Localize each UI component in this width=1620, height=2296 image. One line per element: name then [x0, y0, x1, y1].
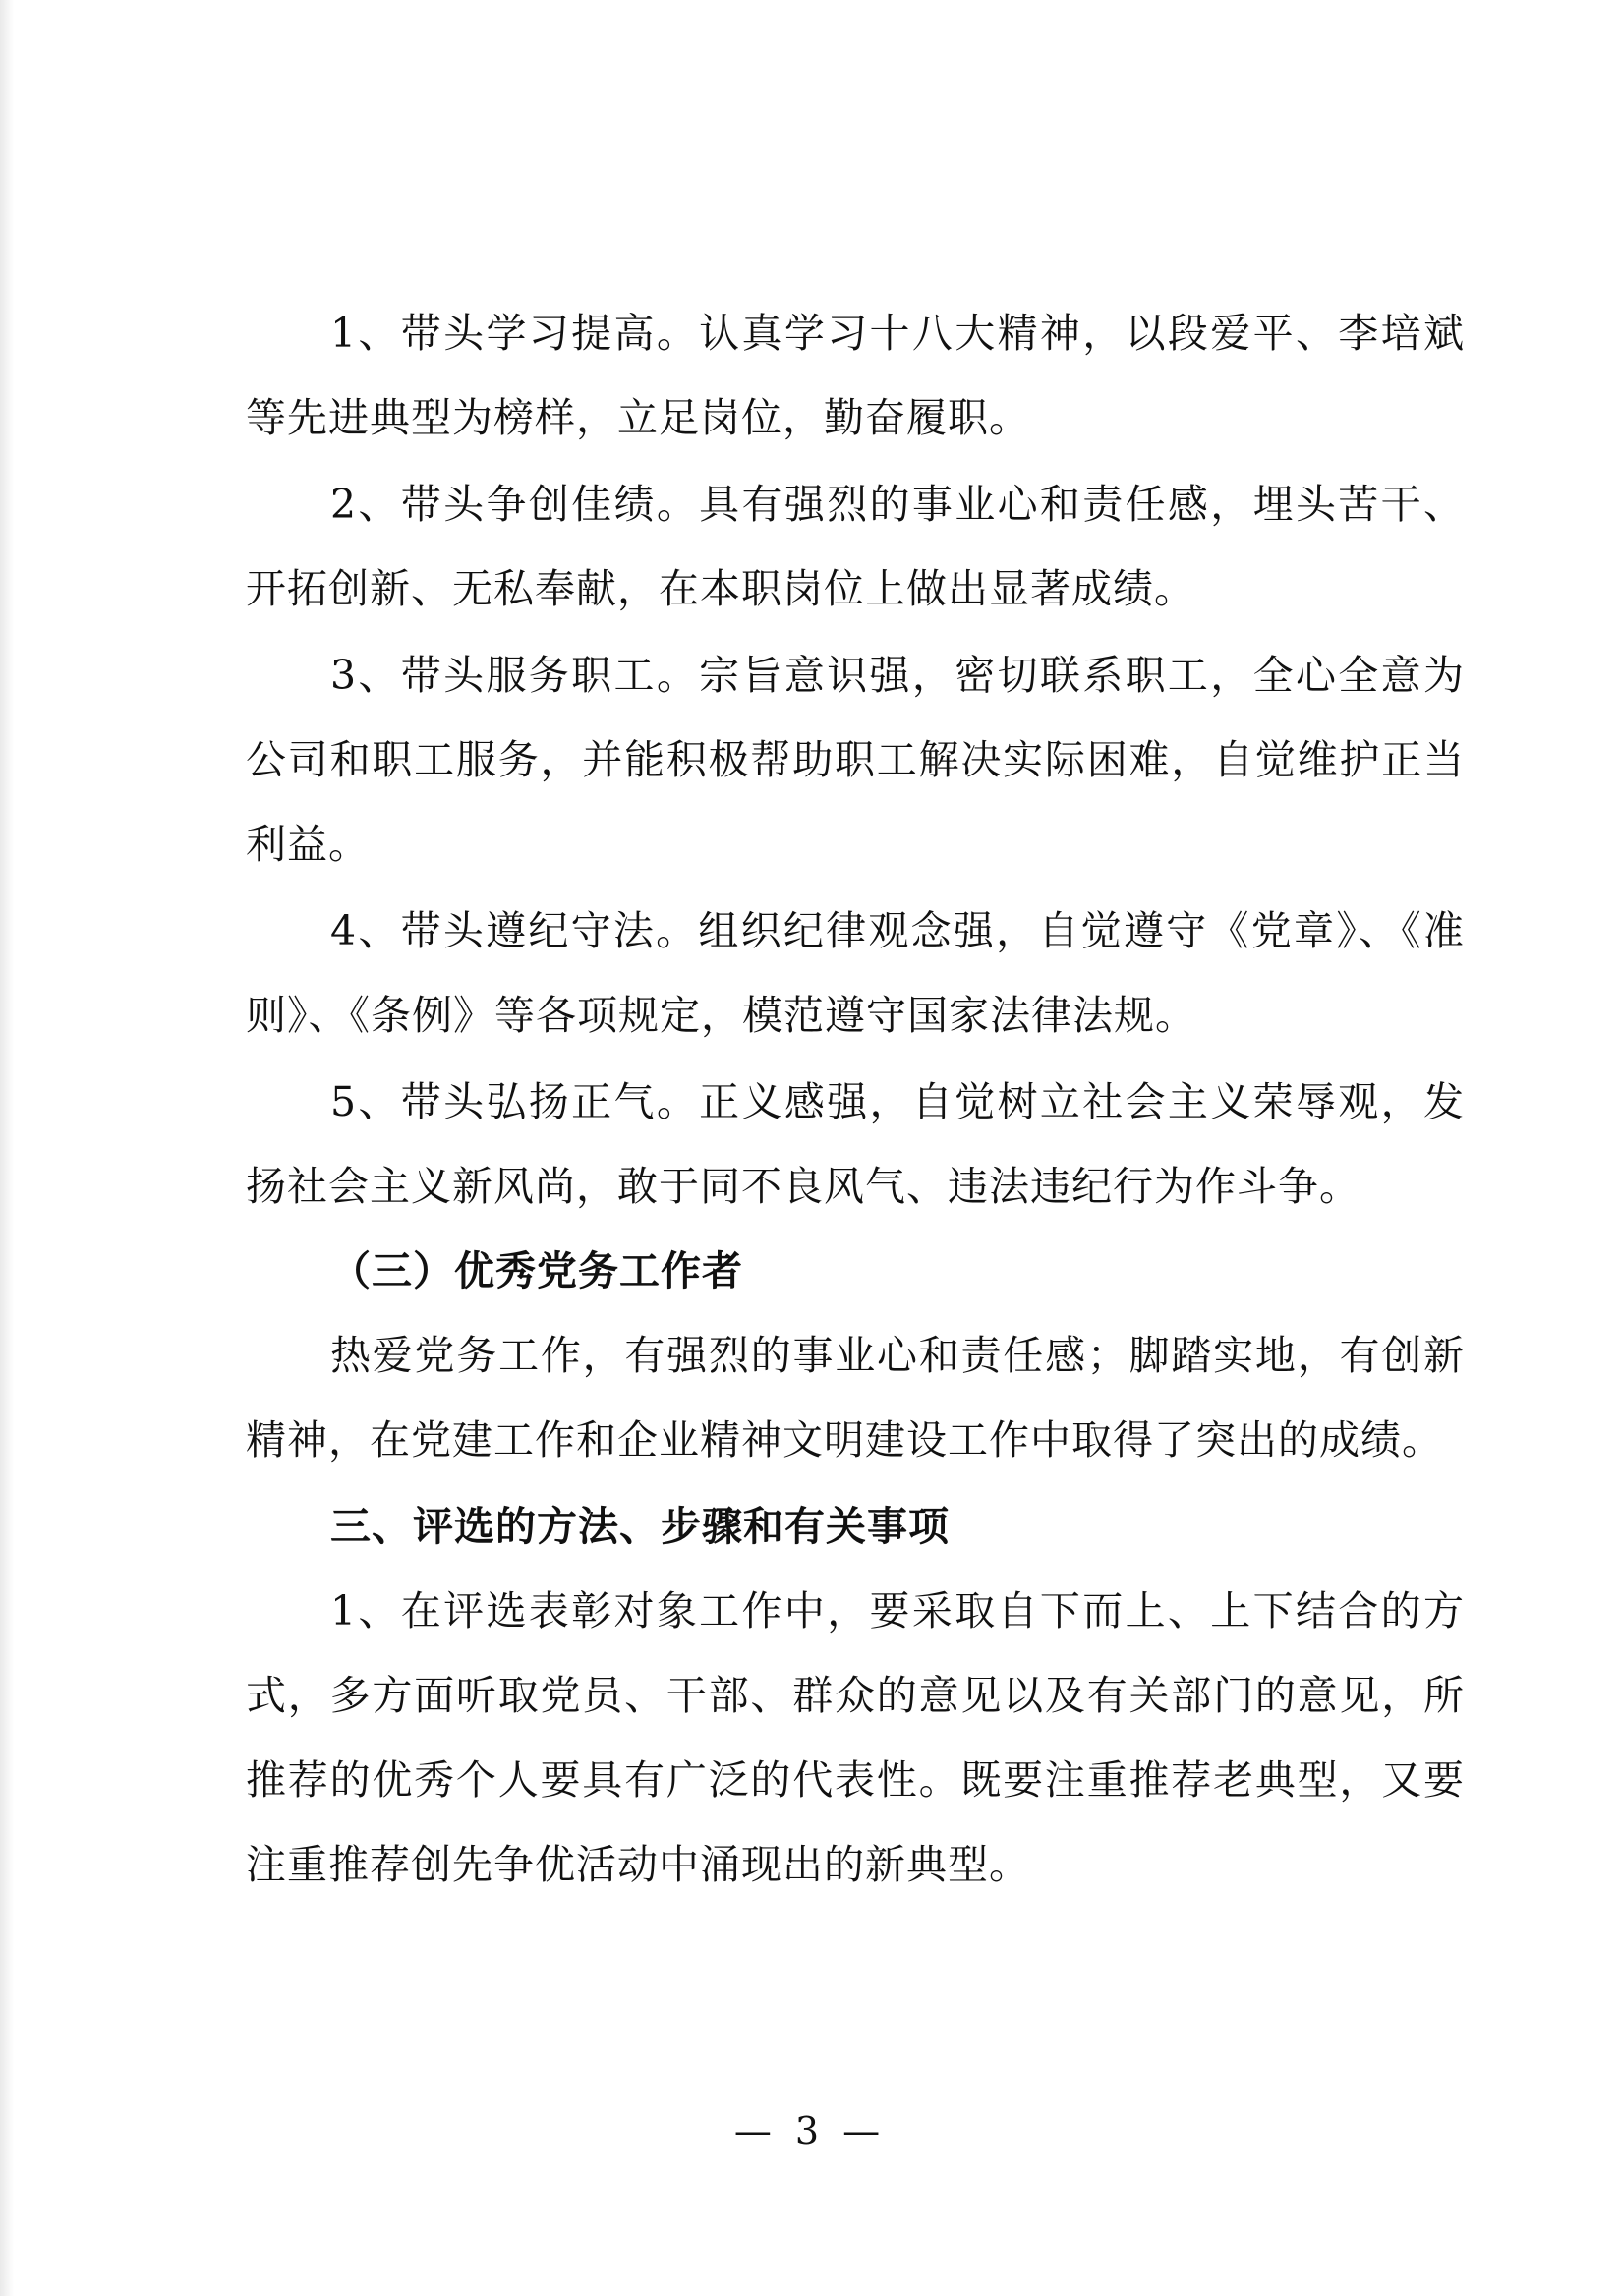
- section-heading-methods: 三、评选的方法、步骤和有关事项: [330, 1503, 950, 1550]
- subheading-excellent-party-worker: （三）优秀党务工作者: [330, 1247, 743, 1294]
- page-number: — 3 —: [733, 2109, 887, 2152]
- scan-edge-shadow: [0, 0, 14, 2296]
- paragraph-party-worker-criteria: 热爱党务工作，有强烈的事业心和责任感；脚踏实地，有创新精神，在党建工作和企业精神文明建设工作中取得了突出的成绩。: [246, 1332, 1465, 1464]
- paragraph-lead-integrity: 5、带头弘扬正气。正义感强，自觉树立社会主义荣辱观，发扬社会主义新风尚，敢于同不良风气、违法违纪行为作斗争。: [246, 1078, 1465, 1210]
- paragraph-lead-performance: 2、带头争创佳绩。具有强烈的事业心和责任感，埋头苦干、开拓创新、无私奉献，在本职岗位上做出显著成绩。: [246, 481, 1465, 612]
- paragraph-lead-service: 3、带头服务职工。宗旨意识强，密切联系职工，全心全意为公司和职工服务，并能积极帮助职工解决实际困难，自觉维护正当利益。: [246, 652, 1465, 868]
- paragraph-lead-study: 1、带头学习提高。认真学习十八大精神，以段爱平、李培斌等先进典型为榜样，立足岗位，勤奋履职。: [246, 310, 1465, 441]
- page-body: [246, 291, 1465, 1907]
- paragraph-selection-method: 1、在评选表彰对象工作中，要采取自下而上、上下结合的方式，多方面听取党员、干部、群众的意见以及有关部门的意见，所推荐的优秀个人要具有广泛的代表性。既要注重推荐老典型，又要注重推荐创先争优活动中涌现出的新典型。: [246, 1587, 1465, 1888]
- paragraph-lead-discipline: 4、带头遵纪守法。组织纪律观念强，自觉遵守《党章》、《准则》、《条例》等各项规定，模范遵守国家法律法规。: [246, 907, 1465, 1039]
